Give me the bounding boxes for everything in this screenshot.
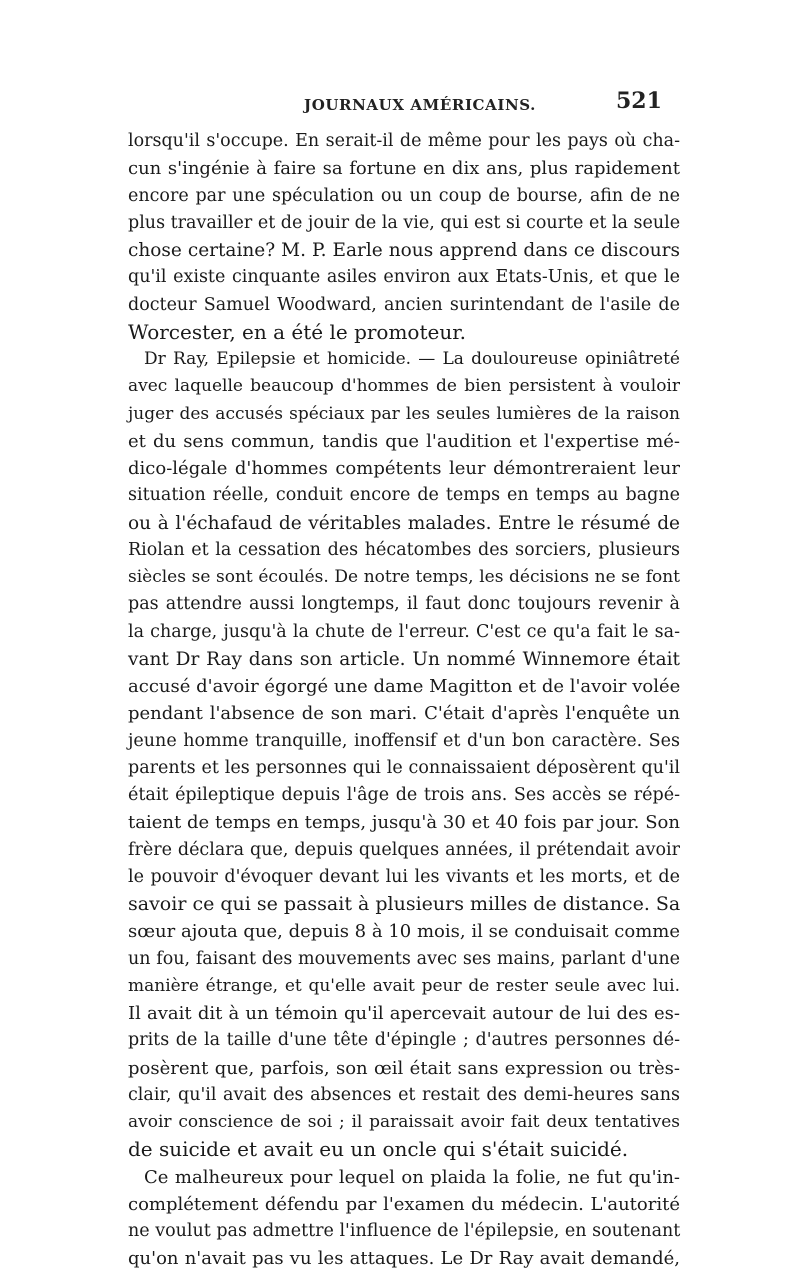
text-line: ne voulut pas admettre l'influence de l'épilepsie, en soutenant <box>128 1221 681 1241</box>
running-title: JOURNAUX AMÉRICAINS. <box>304 96 536 114</box>
text-line: de suicide et avait eu un oncle qui s'était suicidé. <box>128 1137 629 1162</box>
text-line: complétement défendu par l'examen du médecin. L'autorité <box>128 1193 680 1215</box>
text-line: docteur Samuel Woodward, ancien surintendant de l'asile de <box>128 294 680 315</box>
text-line: posèrent que, parfois, son œil était sans expression ou très- <box>128 1057 680 1079</box>
text-line: vant Dr Ray dans son article. Un nommé Winnemore était <box>128 648 680 670</box>
text-line: qu'il existe cinquante asiles environ aux Etats-Unis, et que le <box>128 267 680 288</box>
text-line: encore par une spéculation ou un coup de bourse, afin de ne <box>128 185 680 206</box>
text-line: taient de temps en temps, jusqu'à 30 et 40 fois par jour. Son <box>128 812 680 834</box>
text-line: parents et les personnes qui le connaissaient déposèrent qu'il <box>128 757 680 778</box>
text-line: Il avait dit à un témoin qu'il apercevait autour de lui des es- <box>128 1003 680 1024</box>
text-line: lorsqu'il s'occupe. En serait-il de même pour les pays où cha- <box>128 131 680 151</box>
text-line: savoir ce qui se passait à plusieurs milles de distance. Sa <box>128 893 681 915</box>
text-line: jeune homme tranquille, inoffensif et d'un bon caractère. Ses <box>128 730 680 751</box>
text-line: était épileptique depuis l'âge de trois ans. Ses accès se répé- <box>128 785 680 805</box>
text-line: chose certaine? M. P. Earle nous apprend dans ce discours <box>128 240 680 261</box>
text-line: juger des accusés spéciaux par les seules lumières de la raison <box>128 403 680 424</box>
text-line: plus travailler et de jouir de la vie, qui est si courte et la seule <box>128 212 681 233</box>
paragraph-start-line: Dr Ray, Epilepsie et homicide. — La douloureuse opiniâtreté <box>144 349 680 369</box>
text-line: la charge, jusqu'à la chute de l'erreur. C'est ce qu'a fait le sa- <box>128 621 680 642</box>
text-line: frère déclara que, depuis quelques années, il prétendait avoir <box>128 839 680 860</box>
text-line: Worcester, en a été le promoteur. <box>128 319 466 344</box>
text-line: cun s'ingénie à faire sa fortune en dix ans, plus rapidement <box>128 158 680 180</box>
paragraph-start-line: Ce malheureux pour lequel on plaida la folie, ne fut qu'in- <box>144 1166 680 1188</box>
text-line: manière étrange, et qu'elle avait peur de rester seule avec lui. <box>128 975 680 996</box>
text-line: prits de la taille d'une tête d'épingle ; d'autres personnes dé- <box>128 1030 680 1051</box>
text-line: ou à l'échafaud de véritables malades. Entre le résumé de <box>128 512 680 534</box>
text-line: avoir conscience de soi ; il paraissait avoir fait deux tentatives <box>128 1112 680 1132</box>
text-line: et du sens commun, tandis que l'audition et l'expertise mé- <box>128 430 680 452</box>
text-line: pas attendre aussi longtemps, il faut donc toujours revenir à <box>128 594 680 615</box>
page-number: 521 <box>616 88 662 114</box>
body-text <box>128 128 680 1273</box>
text-line: qu'on n'avait pas vu les attaques. Le Dr Ray avait demandé, <box>128 1248 680 1270</box>
text-line: avec laquelle beaucoup d'hommes de bien persistent à vouloir <box>128 376 680 397</box>
text-line: le pouvoir d'évoquer devant lui les vivants et les morts, et de <box>128 866 680 887</box>
text-line: clair, qu'il avait des absences et restait des demi-heures sans <box>128 1084 680 1105</box>
text-line: pendant l'absence de son mari. C'était d'après l'enquête un <box>128 703 680 725</box>
text-line: un fou, faisant des mouvements avec ses mains, parlant d'une <box>128 948 680 969</box>
text-line: sœur ajouta que, depuis 8 à 10 mois, il se conduisait comme <box>128 921 680 943</box>
text-line: siècles se sont écoulés. De notre temps, les décisions ne se font <box>128 567 680 587</box>
text-line: Riolan et la cessation des hécatombes des sorciers, plusieurs <box>128 539 680 560</box>
text-line: dico-légale d'hommes compétents leur démontreraient leur <box>128 458 680 479</box>
text-line: situation réelle, conduit encore de temps en temps au bagne <box>128 485 680 506</box>
text-line: accusé d'avoir égorgé une dame Magitton et de l'avoir volée <box>128 676 681 697</box>
